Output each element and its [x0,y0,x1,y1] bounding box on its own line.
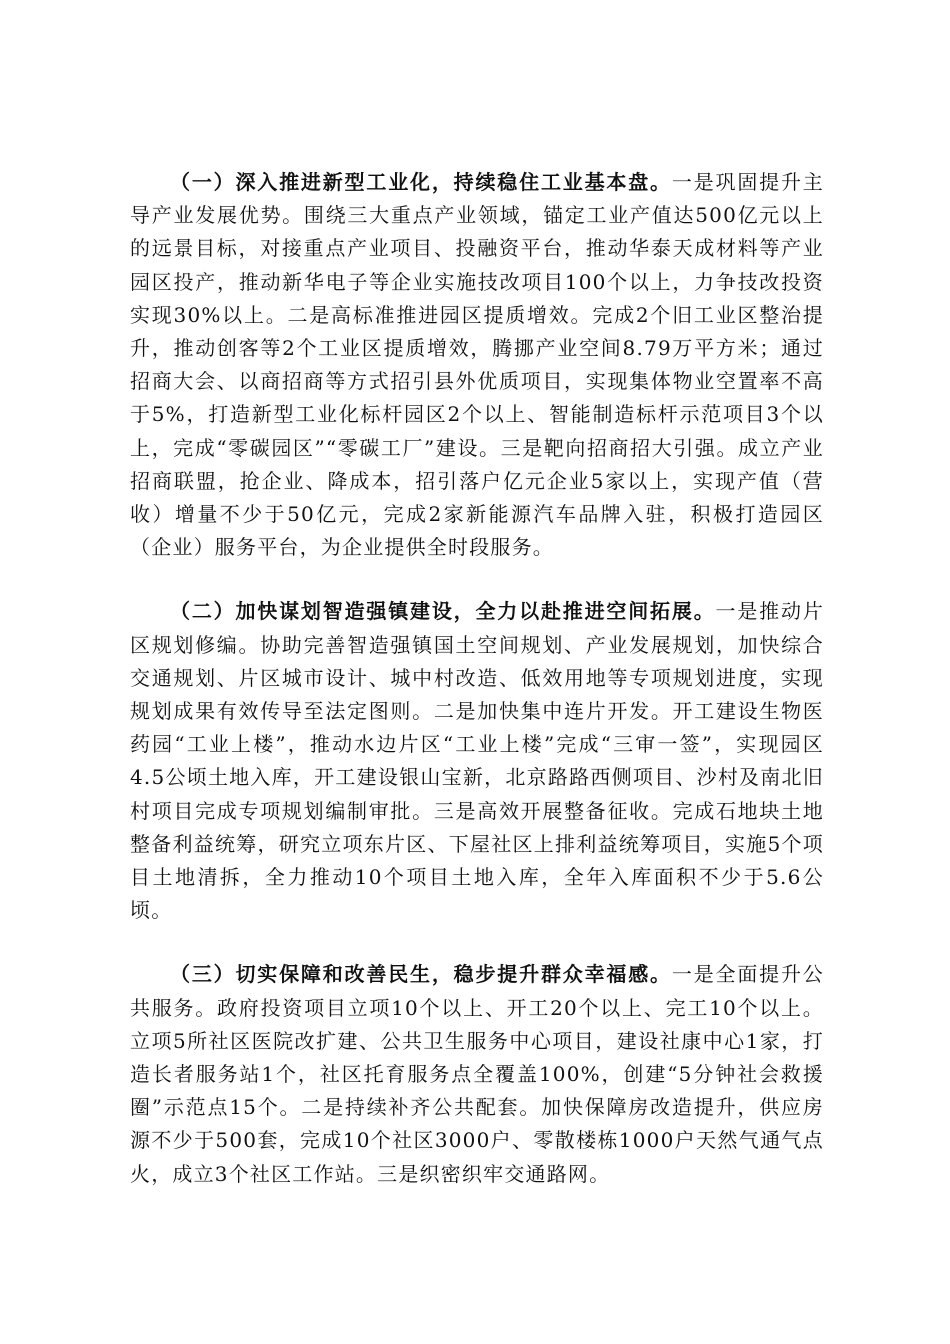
paragraph-body: 一是推动片区规划修编。协助完善智造强镇国土空间规划、产业发展规划，加快综合交通规划、片区城市设计、城中村改造、低效用地等专项规划进度，实现规划成果有效传导至法定图则。二是加快集中连片开发。开工建设生物医药园“工业上楼”，推动水边片区“工业上楼”完成“三审一签”，实现园区4.5公顷土地入库，开工建设银山宝新，北京路路西侧项目、沙村及南北旧村项目完成专项规划编制审批。三是高效开展整备征收。完成石地块土地整备利益统筹，研究立项东片区、下屋社区上排利益统筹项目，实施5个项目土地清拆，全力推动10个项目土地入库，全年入库面积不少于5.6公顷。 [130,599,825,923]
paragraph-body: 一是全面提升公共服务。政府投资项目立项10个以上、开工20个以上、完工10个以上。立项5所社区医院改扩建、公共卫生服务中心项目，建设社康中心1家，打造长者服务站1个，社区托育服务点全覆盖100%，创建“5分钟社会救援圈”示范点15个。二是持续补齐公共配套。加快保障房改造提升，供应房源不少于500套，完成10个社区3000户、零散楼栋1000户天然气通气点火，成立3个社区工作站。三是织密织牢交通路网。 [130,962,824,1186]
paragraph-heading: （三）切实保障和改善民生，稳步提升群众幸福感。 [170,962,672,987]
paragraph-body: 一是巩固提升主导产业发展优势。围绕三大重点产业领域，锚定工业产值达500亿元以上的远景目标，对接重点产业项目、投融资平台，推动华泰天成材料等产业园区投产，推动新华电子等企业实施技改项目100个以上，力争技改投资实现30%以上。二是高标准推进园区提质增效。完成2个旧工业区整治提升，推动创客等2个工业区提质增效，腾挪产业空间8.79万平方米；通过招商大会、以商招商等方式招引县外优质项目，实现集体物业空置率不高于5%，打造新型工业化标杆园区2个以上、智能制造标杆示范项目3个以上，完成“零碳园区”“零碳工厂”建设。三是靶向招商招大引强。成立产业招商联盟，抢企业、降成本，招引落户亿元企业5家以上，实现产值（营收）增量不少于50亿元，完成2家新能源汽车品牌入驻，积极打造园区（企业）服务平台，为企业提供全时段服务。 [130,170,824,560]
paragraph-industrialization [130,166,824,564]
paragraph-smart-town [130,595,824,927]
paragraph-heading: （二）加快谋划智造强镇建设，全力以赴推进空间拓展。 [170,599,716,624]
paragraph-livelihood [130,958,824,1190]
document-page [130,166,824,1191]
paragraph-heading: （一）深入推进新型工业化，持续稳住工业基本盘。 [170,170,672,194]
